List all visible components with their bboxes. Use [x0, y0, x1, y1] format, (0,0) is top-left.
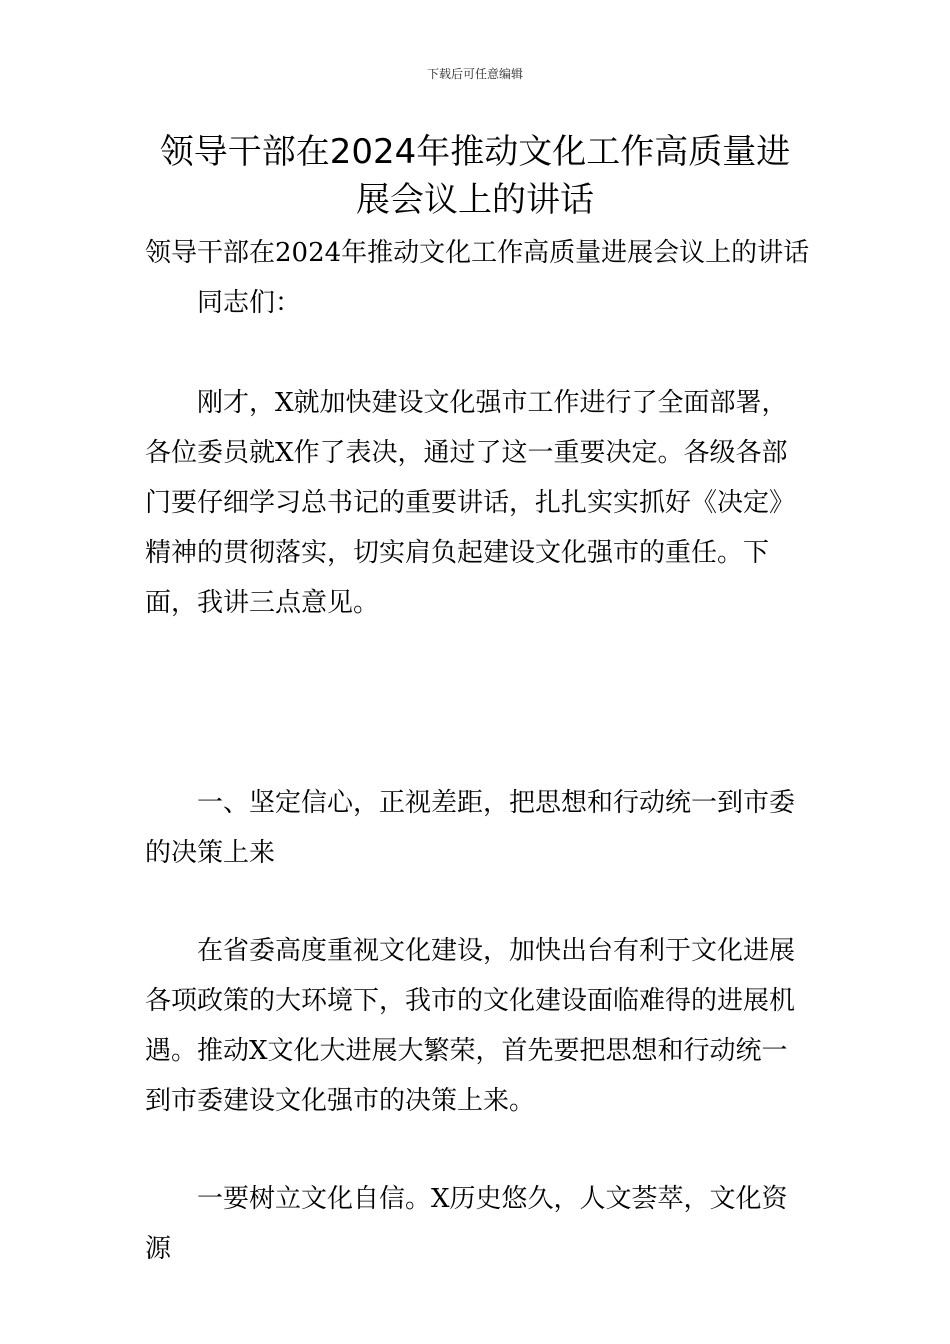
- blank-lines: [145, 628, 810, 778]
- subtitle-line: 领导干部在2024年推动文化工作高质量进展会议上的讲话: [145, 238, 810, 268]
- salutation: 同志们：: [197, 288, 302, 318]
- point-one-paragraph: 一要树立文化自信。X历史悠久，人文荟萃，文化资源: [145, 1184, 788, 1264]
- blank-line: [145, 1126, 810, 1174]
- section-one-body: 在省委高度重视文化建设，加快出台有利于文化进展各项政策的大环境下，我市的文化建设面临难得的进展机遇。推动X文化大进展大繁荣，首先要把思想和行动统一到市委建设文化强市的决策上来。: [145, 936, 796, 1116]
- blank-line: [145, 328, 810, 378]
- blank-line: [145, 878, 810, 926]
- document-title: 领导干部在2024年推动文化工作高质量进展会议上的讲话: [159, 132, 791, 220]
- section-one-heading: 一、坚定信心，正视差距，把思想和行动统一到市委的决策上来: [145, 788, 796, 868]
- intro-paragraph: 刚才，X就加快建设文化强市工作进行了全面部署，各位委员就X作了表决，通过了这一重要决定。各级各部门要仔细学习总书记的重要讲话，扎扎实实抓好《决定》精神的贯彻落实，切实肩负起建设文化强市的重任。下面，我讲三点意见。: [145, 388, 796, 618]
- document-body: [145, 228, 810, 1274]
- header-note: 下载后可任意编辑: [426, 67, 523, 81]
